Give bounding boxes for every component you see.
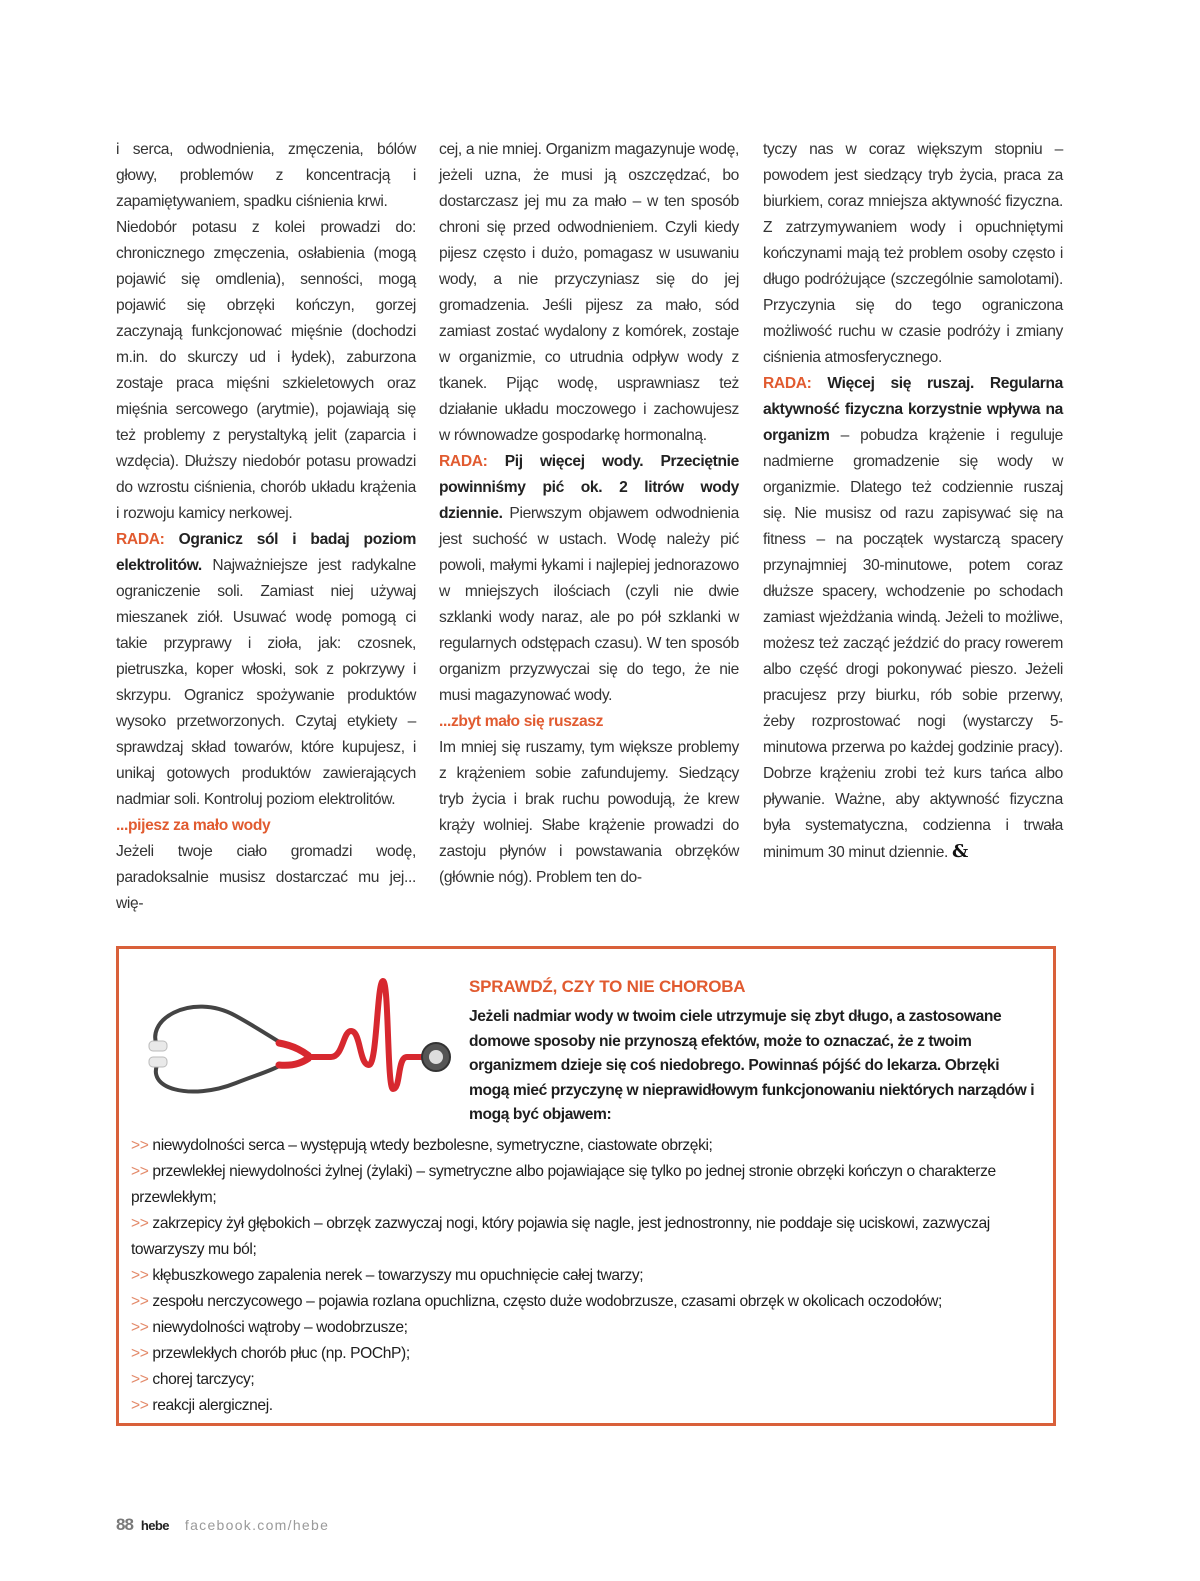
advice-text: Najważniejsze jest radykalne ograniczenie soli. Zamiast niej używaj mieszanek ziół. Usuwać wodę pomogą ci takie przyprawy i zioła, jak: czosnek, pietruszka, koper włoski, sok z pokrzywy i skrzypu. Ogranicz spożywanie produktów wysoko przetworzonych. Czytaj etykiety – sprawdzaj skład towarów, które kupujesz, i unikaj gotowych produktów zawierających nadmiar soli. Kontroluj poziom elektrolitów.: [116, 557, 416, 808]
page-number: 88: [116, 1515, 133, 1534]
advice-paragraph: [439, 449, 739, 709]
list-item: [131, 1263, 1041, 1289]
advice-headline: Pij więcej wody. Przeciętnie powinniśmy pić ok. 2 litrów wody dziennie.: [439, 453, 739, 522]
list-item: [131, 1341, 1041, 1367]
advice-paragraph: [763, 371, 1063, 866]
article-column-2: [439, 137, 739, 891]
advice-text: Pierwszym objawem odwodnienia jest suchość w ustach. Wodę należy pić powoli, małymi łykami i najlepiej jednorazowo w mniejszych ilościach (czyli nie dwie szklanki wody naraz, ale po pół szklanki w regularnych odstępach czasu). W ten sposób organizm przyzwyczai się do tego, że nie musi magazynować wody.: [439, 505, 739, 704]
article-column-1: [116, 137, 416, 917]
bullet-arrow-icon: >>: [131, 1371, 149, 1388]
paragraph: i serca, odwodnienia, zmęczenia, bólów głowy, problemów z koncentracją i zapamiętywaniem, spadku ciśnienia krwi.: [116, 141, 416, 210]
list-item: [131, 1393, 1041, 1419]
list-item: [131, 1211, 1041, 1263]
list-item-text: kłębuszkowego zapalenia nerek – towarzyszy mu opuchnięcie całej twarzy;: [152, 1267, 644, 1284]
bullet-arrow-icon: >>: [131, 1163, 149, 1180]
list-item-text: niewydolności serca – występują wtedy bezbolesne, symetryczne, ciastowate obrzęki;: [152, 1137, 713, 1154]
list-item-text: przewlekłych chorób płuc (np. POChP);: [152, 1345, 410, 1362]
facebook-link[interactable]: facebook.com/hebe: [184, 1517, 330, 1533]
bullet-arrow-icon: >>: [131, 1137, 149, 1154]
paragraph: tyczy nas w coraz większym stopniu – powodem jest siedzący tryb życia, praca za biurkiem, coraz mniejsza aktywność fizyczna. Z zatrzymywaniem wody i opuchniętymi kończynami mają też problem osoby często i długo podróżujące (szczególnie samolotami). Przyczynia się do tego ograniczona możliwość ruchu w czasie podróży i zmiany ciśnienia atmosferycznego.: [763, 141, 1063, 366]
box-intro: Jeżeli nadmiar wody w twoim ciele utrzymuje się zbyt długo, a zastosowane domowe sposoby nie przynoszą efektów, może to oznaczać, że z twoim organizmem dzieje się coś niedobrego. Powinnaś pójść do lekarza. Obrzęki mogą mieć przyczynę w nieprawidłowym funkcjonowaniu niektórych narządów i mogą być objawem:: [469, 1008, 1035, 1123]
end-mark-icon: &: [952, 841, 968, 862]
advice-paragraph: [116, 527, 416, 813]
symptom-list: [131, 1133, 1041, 1419]
box-title: SPRAWDŹ, CZY TO NIE CHOROBA: [469, 977, 746, 996]
list-item-text: niewydolności wątroby – wodobrzusze;: [152, 1319, 408, 1336]
bullet-arrow-icon: >>: [131, 1319, 149, 1336]
paragraph: Jeżeli twoje ciało gromadzi wodę, paradoksalnie musisz dostarczać mu jej... wię-: [116, 843, 416, 912]
bullet-arrow-icon: >>: [131, 1267, 149, 1284]
list-item-text: zakrzepicy żył głębokich – obrzęk zazwyczaj nogi, który pojawia się nagle, jest jednostronny, nie poddaje się uciskowi, zazwyczaj towarzyszy mu ból;: [131, 1215, 990, 1258]
list-item: [131, 1159, 1041, 1211]
paragraph: Im mniej się ruszamy, tym większe problemy z krążeniem sobie zafundujemy. Siedzący tryb życia i brak ruchu powodują, że krew krąży wolniej. Słabe krążenie prowadzi do zastoju płynów i powstawania obrzęków (głównie nóg). Problem ten do-: [439, 739, 739, 886]
advice-text: – pobudza krążenie i reguluje nadmierne gromadzenie się wody w organizmie. Dlatego też codziennie ruszaj się. Nie musisz od razu zapisywać się na fitness – na początek wystarczą spacery przynajmniej 30-minutowe, potem coraz dłuższe spacery, wchodzenie po schodach zamiast wjeżdżania windą. Jeżeli to możliwe, możesz też zacząć jeździć do pracy rowerem albo część drogi pokonywać pieszo. Jeżeli pracujesz przy biurku, rób sobie przerwy, żeby rozprostować nogi (wystarczy 5-minutowa przerwa po każdej godzinie pracy). Dobrze krążeniu zrobi też kurs tańca albo pływanie. Ważne, aby aktywność fizyczna była systematyczna, codzienna i trwała minimum 30 minut dziennie.: [763, 427, 1063, 861]
advice-label: RADA:: [116, 531, 165, 548]
list-item: [131, 1367, 1041, 1393]
list-item-text: chorej tarczycy;: [152, 1371, 255, 1388]
advice-label: RADA:: [439, 453, 488, 470]
brand-logo: hebe: [140, 1518, 169, 1533]
list-item: [131, 1289, 1041, 1315]
disease-check-box: [116, 946, 1056, 1426]
article-column-3: [763, 137, 1063, 866]
bullet-arrow-icon: >>: [131, 1345, 149, 1362]
subheading: ...zbyt mało się ruszasz: [439, 713, 604, 730]
stethoscope-icon: [131, 961, 461, 1101]
advice-headline: Więcej się ruszaj. Regularna aktywność fizyczna korzystnie wpływa na organizm: [763, 375, 1063, 444]
list-item: [131, 1315, 1041, 1341]
list-item-text: reakcji alergicznej.: [152, 1397, 273, 1414]
page-footer: [116, 1515, 329, 1535]
paragraph: cej, a nie mniej. Organizm magazynuje wodę, jeżeli uzna, że musi ją oszczędzać, bo dostarczasz jej mu za mało – w ten sposób chroni się przed odwodnieniem. Czyli kiedy pijesz często i dużo, pomagasz w usuwaniu wody, a nie przyczyniasz się do jej gromadzenia. Jeśli pijesz za mało, sód zamiast zostać wydalony z komórek, zostaje w organizmie, co utrudnia odpływ wody z tkanek. Pijąc wodę, usprawniasz też działanie układu moczowego i zachowujesz w równowadze gospodarkę hormonalną.: [439, 141, 739, 444]
paragraph: Niedobór potasu z kolei prowadzi do: chronicznego zmęczenia, osłabienia (mogą pojawić się omdlenia), senności, mogą pojawić się obrzęki kończyn, gorzej zaczynają funkcjonować mięśnie (dochodzi m.in. do skurczy ud i łydek), zaburzona zostaje praca mięśni szkieletowych oraz mięśnia sercowego (arytmie), pojawiają się też problemy z perystaltyką jelit (zaparcia i wzdęcia). Dłuższy niedobór potasu prowadzi do wzrostu ciśnienia, chorób układu krążenia i rozwoju kamicy nerkowej.: [116, 219, 416, 522]
bullet-arrow-icon: >>: [131, 1215, 149, 1232]
bullet-arrow-icon: >>: [131, 1397, 149, 1414]
advice-headline: Ogranicz sól i badaj poziom elektrolitów.: [116, 531, 416, 574]
list-item-text: przewlekłej niewydolności żylnej (żylaki) – symetryczne albo pojawiające się tylko po jednej stronie obrzęki kończyn o charakterze przewlekłym;: [131, 1163, 996, 1206]
bullet-arrow-icon: >>: [131, 1293, 149, 1310]
subheading: ...pijesz za mało wody: [116, 817, 271, 834]
advice-label: RADA:: [763, 375, 812, 392]
list-item: [131, 1133, 1041, 1159]
list-item-text: zespołu nerczycowego – pojawia rozlana opuchlizna, często duże wodobrzusze, czasami obrzęk w okolicach oczodołów;: [152, 1293, 942, 1310]
